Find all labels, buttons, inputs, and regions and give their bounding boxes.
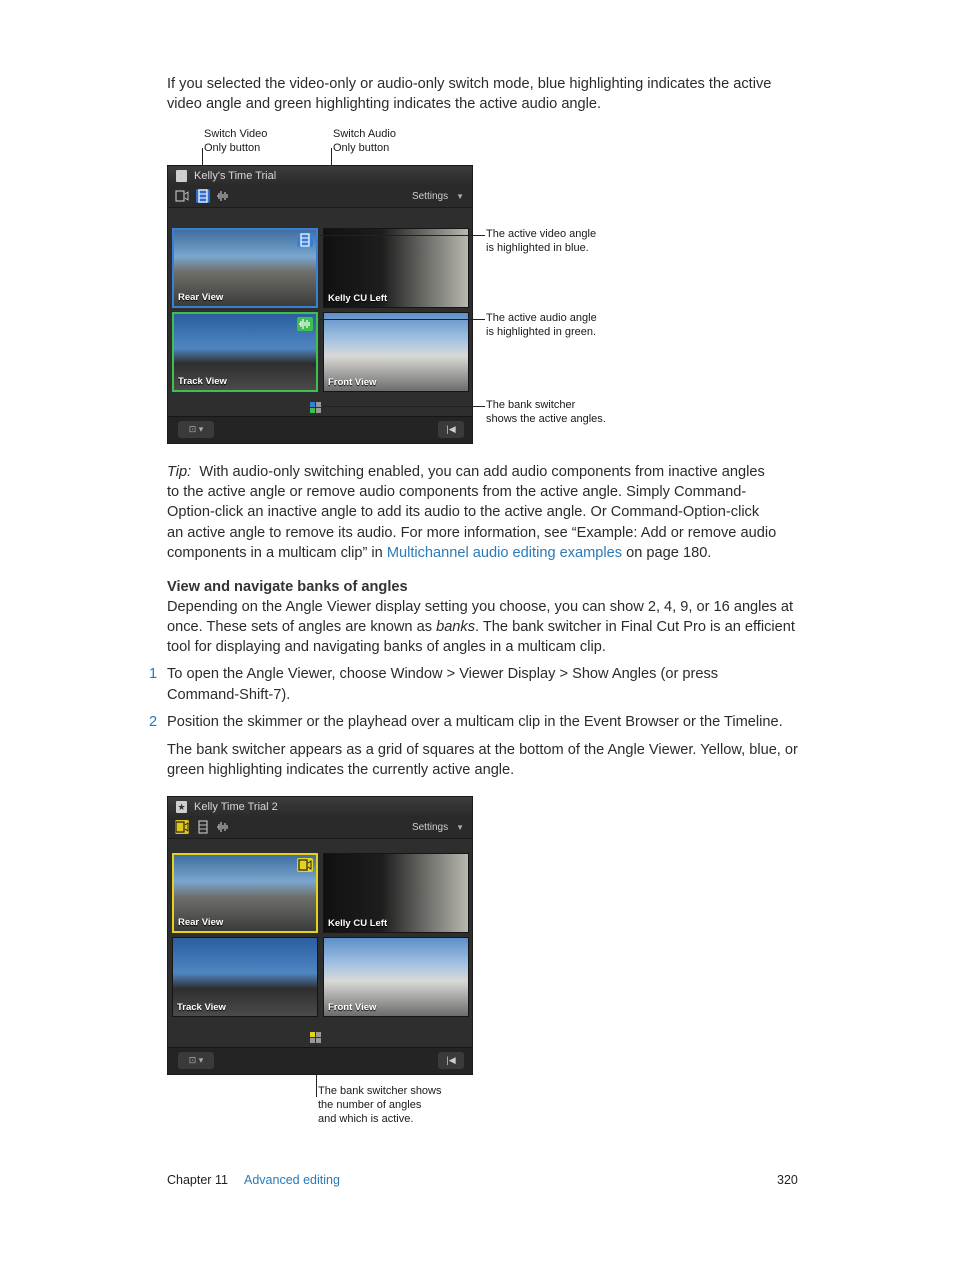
page-number: 320 (777, 1173, 798, 1187)
viewer-title: Kelly's Time Trial (194, 170, 277, 182)
film-strip-icon (297, 233, 313, 247)
bank-square (310, 1032, 315, 1037)
angle-label: Front View (328, 1002, 377, 1013)
settings-label: Settings (411, 191, 449, 202)
angle-label: Front View (328, 377, 377, 388)
section-p1-line-3: tool for displaying and navigating banks of angles in a multicam clip. (167, 639, 606, 655)
section-heading: View and navigate banks of angles (167, 579, 408, 595)
bank-square (310, 408, 315, 413)
tip-text: With audio-only switching enabled, you can add audio components from inactive angles (199, 464, 765, 480)
bank-square (310, 402, 315, 407)
viewer-bottom-bar (168, 1047, 472, 1074)
step-1-line-1: To open the Angle Viewer, choose Window > Viewer Display > Show Angles (or press (167, 666, 719, 682)
film-strip-icon[interactable] (196, 189, 210, 203)
leader-line (323, 406, 485, 407)
callout-text: the number of angles (318, 1099, 422, 1111)
callout-text: The active video angle (486, 228, 597, 240)
viewer-toolbar (168, 186, 472, 208)
angle-label: Kelly CU Left (328, 918, 388, 929)
tip-line-4: an active angle to remove its audio. For more information, see “Example: Add or remove audio (167, 525, 777, 541)
callout-text: is highlighted in blue. (486, 242, 589, 254)
callout-text: Switch Video (204, 128, 268, 140)
callout-text: Only button (204, 142, 261, 154)
tip-line-3: Option-click an inactive angle to add its audio to the active angle. Or Command-Option-click (167, 504, 760, 520)
angle-tile-track-view[interactable] (172, 312, 318, 392)
callout-active-audio (486, 311, 597, 339)
tip-text: on page 180. (622, 545, 712, 561)
skip-back-icon[interactable]: |◀ (438, 1052, 464, 1069)
film-strip-icon[interactable] (196, 820, 210, 834)
chevron-down-icon: ▼ (456, 192, 464, 201)
section-p2-line-1: The bank switcher appears as a grid of squares at the bottom of the Angle Viewer. Yellow, blue, or (167, 742, 798, 758)
tip-label: Tip: (167, 464, 192, 480)
chevron-down-icon: ▼ (456, 823, 464, 832)
leader-line (316, 1045, 317, 1097)
tip-line-5 (167, 543, 711, 563)
waveform-icon[interactable] (216, 820, 230, 834)
document-icon (176, 170, 187, 182)
waveform-icon[interactable] (216, 189, 230, 203)
footer-chapter: Chapter 11 (167, 1173, 228, 1187)
bank-square (316, 402, 321, 407)
callout-text: The active audio angle (486, 312, 597, 324)
callout-text: is highlighted in green. (486, 326, 597, 338)
callout-text: The bank switcher shows (318, 1085, 442, 1097)
angle-tile-front-view[interactable] (323, 937, 469, 1017)
callout-switch-audio-button (333, 127, 396, 155)
step-number: 2 (149, 714, 158, 730)
angle-label: Track View (177, 1002, 226, 1013)
settings-label: Settings (411, 822, 449, 833)
skip-back-icon[interactable]: |◀ (438, 421, 464, 438)
angle-tile-kelly-cu-left[interactable] (323, 853, 469, 933)
section-p1-line-1: Depending on the Angle Viewer display setting you choose, you can show 2, 4, 9, or 16 angles at (167, 599, 794, 615)
callout-bank-switcher (486, 398, 606, 426)
body-text: once. These sets of angles are known as (167, 619, 437, 635)
bank-switcher[interactable] (310, 402, 322, 414)
view-options-icon[interactable]: ⊡ ▾ (178, 1052, 214, 1069)
angle-tile-rear-view[interactable] (172, 853, 318, 933)
step-1-line-2: Command-Shift-7). (167, 687, 291, 703)
footer-chapter-link[interactable]: Advanced editing (244, 1173, 340, 1187)
callout-text: and which is active. (318, 1113, 414, 1125)
bank-square (310, 1038, 315, 1043)
switch-video-audio-icon[interactable] (175, 820, 189, 834)
angle-tile-front-view[interactable] (323, 312, 469, 392)
angle-label: Track View (178, 376, 227, 387)
angle-tile-kelly-cu-left[interactable] (323, 228, 469, 308)
leader-line (320, 235, 485, 236)
bank-switcher[interactable] (310, 1032, 322, 1044)
angle-viewer-2 (167, 796, 473, 1075)
tip-text: components in a multicam clip” in (167, 545, 387, 561)
tip-line-2: to the active angle or remove audio components from the active angle. Simply Command- (167, 484, 747, 500)
angle-tile-track-view[interactable] (172, 937, 318, 1017)
bank-square (316, 408, 321, 413)
step-2-line-1: Position the skimmer or the playhead over a multicam clip in the Event Browser or the Timeline. (167, 714, 783, 730)
intro-line-2: video angle and green highlighting indicates the active audio angle. (167, 96, 602, 112)
body-emphasis: banks (436, 619, 476, 635)
settings-menu[interactable] (412, 186, 464, 207)
body-text: . The bank switcher in Final Cut Pro is an efficient (475, 619, 795, 635)
viewer-bottom-bar (168, 416, 472, 443)
angle-label: Rear View (178, 917, 224, 928)
settings-menu[interactable] (412, 817, 464, 838)
angle-label: Rear View (178, 292, 224, 303)
callout-text: Only button (333, 142, 390, 154)
star-icon: ★ (177, 802, 186, 812)
angle-viewer-1 (167, 165, 473, 444)
waveform-icon (297, 317, 313, 331)
section-p2-line-2: green highlighting indicates the currently active angle. (167, 762, 515, 778)
callout-active-video (486, 227, 596, 255)
multichannel-audio-link[interactable]: Multichannel audio editing examples (386, 545, 623, 561)
view-options-icon[interactable]: ⊡ ▾ (178, 421, 214, 438)
viewer-title-bar (168, 166, 472, 187)
callout-text: Switch Audio (333, 128, 396, 140)
bank-square (316, 1032, 321, 1037)
viewer-title: Kelly Time Trial 2 (194, 801, 278, 813)
viewer-title-bar (168, 797, 472, 818)
intro-line-1: If you selected the video-only or audio-only switch mode, blue highlighting indicates the active (167, 76, 772, 92)
step-number: 1 (149, 666, 158, 682)
viewer-toolbar (168, 817, 472, 839)
leader-line (320, 319, 485, 320)
bank-square (316, 1038, 321, 1043)
angle-tile-rear-view[interactable] (172, 228, 318, 308)
switch-video-audio-icon (297, 858, 313, 872)
tip-line-1 (167, 462, 765, 482)
callout-text: shows the active angles. (486, 413, 606, 425)
section-p1-line-2 (167, 617, 795, 637)
callout-bank-switcher-2 (318, 1084, 442, 1126)
callout-switch-video-button (204, 127, 267, 155)
callout-text: The bank switcher (486, 399, 576, 411)
switch-video-audio-icon[interactable] (175, 189, 189, 203)
angle-label: Kelly CU Left (328, 293, 388, 304)
